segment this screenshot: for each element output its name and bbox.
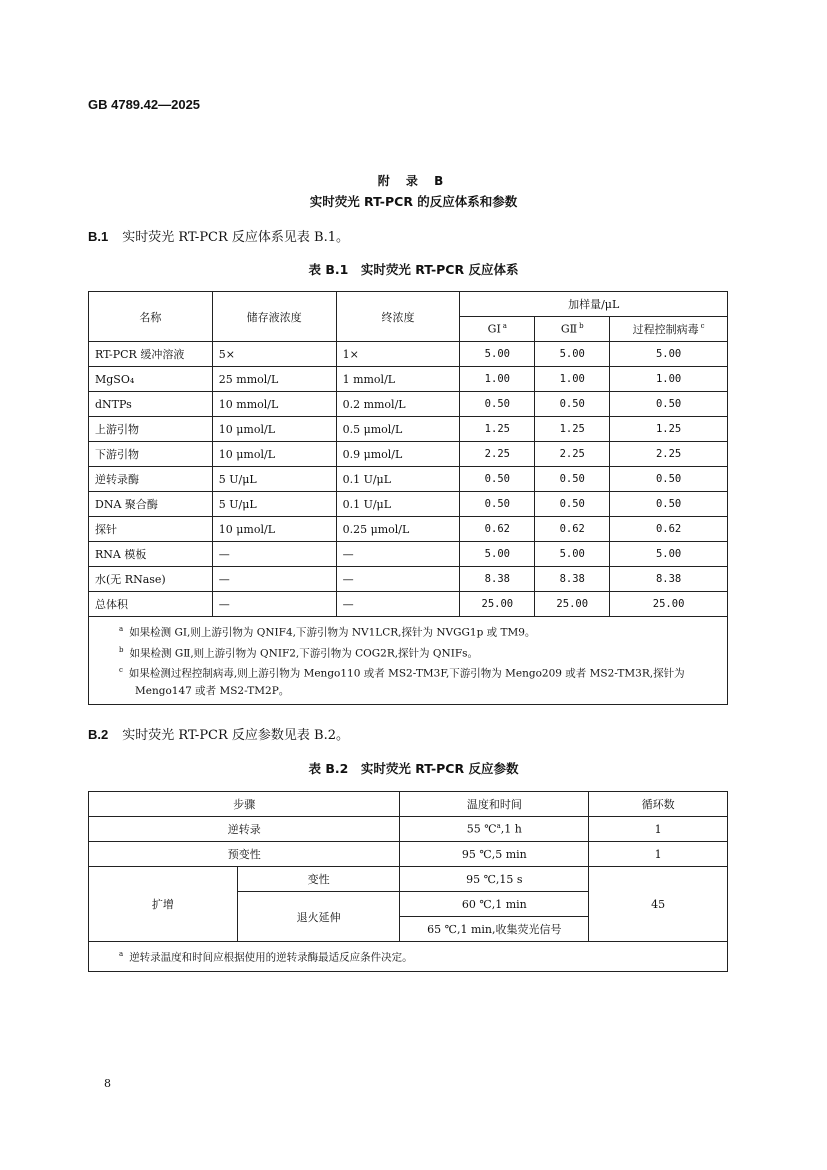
table-row (89, 367, 728, 392)
table-cell: 0.50 (535, 392, 610, 417)
section-b1 (88, 226, 349, 245)
header-g2-label: GⅡ (560, 322, 578, 336)
table-cell: 0.50 (610, 392, 728, 417)
header-pc-label: 过程控制病毒 (632, 323, 699, 336)
header-g1-sup: a (502, 322, 507, 331)
table-cell: 1.00 (535, 367, 610, 392)
table-cell: 0.5 μmol/L (336, 417, 460, 442)
table-cell: 探针 (89, 517, 213, 542)
footnote-c (119, 662, 717, 700)
table-cell: — (212, 542, 336, 567)
header-name: 名称 (89, 292, 213, 342)
table-cell: 2.25 (535, 442, 610, 467)
table-cell: 5.00 (460, 342, 535, 367)
table-cell: 0.2 mmol/L (336, 392, 460, 417)
step-amplification: 扩增 (89, 867, 238, 942)
table-cell: 8.38 (535, 567, 610, 592)
table-row (89, 567, 728, 592)
table-cell: 5.00 (535, 542, 610, 567)
header-process-control (610, 317, 728, 342)
step-rt: 逆转录 (89, 817, 400, 842)
table-cell: 0.50 (460, 467, 535, 492)
header-g2 (535, 317, 610, 342)
table-cell: 0.50 (460, 492, 535, 517)
substep-annealing: 退火延伸 (237, 892, 400, 942)
table-b2-footnote (89, 942, 728, 972)
substep-denaturation: 变性 (237, 867, 400, 892)
table-b1 (88, 291, 728, 705)
section-b1-number: B.1 (88, 229, 109, 244)
table-cell: 25.00 (535, 592, 610, 617)
header-final: 终浓度 (336, 292, 460, 342)
rt-temp-sup: a (496, 822, 501, 831)
denat-temp-time: 95 ℃,15 s (400, 867, 589, 892)
table-row (89, 392, 728, 417)
table-cell: 0.25 μmol/L (336, 517, 460, 542)
table-b2-caption: 表 B.2 实时荧光 RT-PCR 反应参数 (308, 761, 519, 776)
table-b1-caption: 表 B.1 实时荧光 RT-PCR 反应体系 (308, 262, 519, 277)
table-b2 (88, 791, 728, 972)
appendix-title: 附 录 B (377, 174, 450, 188)
table-cell: — (212, 567, 336, 592)
predenat-temp-time: 95 ℃,5 min (400, 842, 589, 867)
table-cell: 5.00 (535, 342, 610, 367)
table-cell: 0.50 (535, 492, 610, 517)
section-b1-text: 实时荧光 RT-PCR 反应体系见表 B.1。 (122, 230, 350, 245)
table-row (89, 492, 728, 517)
table-cell: 下游引物 (89, 442, 213, 467)
table-cell: MgSO₄ (89, 367, 213, 392)
footnote-c-mark: c (119, 666, 123, 674)
table-cell: 1.25 (535, 417, 610, 442)
anneal-temp-time-2: 65 ℃,1 min,收集荧光信号 (400, 917, 589, 942)
table-cell: 上游引物 (89, 417, 213, 442)
footnote-b2-a (119, 946, 717, 967)
table-cell: 5× (212, 342, 336, 367)
table-cell: 8.38 (610, 567, 728, 592)
header-g1-label: GⅠ (487, 322, 501, 336)
table-cell: 25 mmol/L (212, 367, 336, 392)
table-cell: 10 mmol/L (212, 392, 336, 417)
footnote-b2-a-text: 逆转录温度和时间应根据使用的逆转录酶最适反应条件决定。 (129, 951, 413, 964)
header-g2-sup: b (579, 322, 584, 331)
table-cell: 0.50 (610, 492, 728, 517)
table-cell: 逆转录酶 (89, 467, 213, 492)
header-cycles: 循环数 (589, 792, 728, 817)
header-volume: 加样量/μL (460, 292, 728, 317)
page-number: 8 (104, 1077, 111, 1090)
footnote-b2-a-mark: a (119, 950, 124, 958)
table-b1-footnotes (89, 617, 728, 705)
table-row (89, 542, 728, 567)
predenat-cycles: 1 (589, 842, 728, 867)
table-row (89, 592, 728, 617)
table-row (89, 342, 728, 367)
table-cell: 5.00 (460, 542, 535, 567)
header-pc-sup: c (700, 322, 705, 331)
amp-cycles: 45 (589, 867, 728, 942)
table-cell: 0.50 (610, 467, 728, 492)
table-cell: 5.00 (610, 542, 728, 567)
table-cell: 0.1 U/μL (336, 492, 460, 517)
table-cell: — (212, 592, 336, 617)
step-predenaturation: 预变性 (89, 842, 400, 867)
footnote-a (119, 621, 717, 642)
table-row (89, 417, 728, 442)
table-row (89, 517, 728, 542)
section-b2 (88, 724, 349, 743)
table-cell: 25.00 (610, 592, 728, 617)
table-cell: 0.9 μmol/L (336, 442, 460, 467)
footnote-c-text: 如果检测过程控制病毒,则上游引物为 Mengo110 或者 MS2-TM3F,下游引物为 Mengo209 或者 MS2-TM3R,探针为 Mengo147 或者 MS2-TM2P。 (128, 667, 685, 697)
table-cell: 1 mmol/L (336, 367, 460, 392)
table-cell: — (336, 567, 460, 592)
table-cell: 25.00 (460, 592, 535, 617)
table-cell: 0.62 (460, 517, 535, 542)
rt-temp-time (400, 817, 589, 842)
table-cell: 0.1 U/μL (336, 467, 460, 492)
table-cell: 5 U/μL (212, 492, 336, 517)
anneal-temp-time-1: 60 ℃,1 min (400, 892, 589, 917)
section-b2-text: 实时荧光 RT-PCR 反应参数见表 B.2。 (122, 728, 350, 743)
table-cell: 1.25 (460, 417, 535, 442)
footnote-a-mark: a (119, 625, 124, 633)
table-cell: RT-PCR 缓冲溶液 (89, 342, 213, 367)
table-cell: 0.62 (535, 517, 610, 542)
rt-cycles: 1 (589, 817, 728, 842)
table-cell: 1.00 (460, 367, 535, 392)
table-cell: 5.00 (610, 342, 728, 367)
header-step: 步骤 (89, 792, 400, 817)
table-cell: 1× (336, 342, 460, 367)
header-stock: 储存液浓度 (212, 292, 336, 342)
table-cell: 10 μmol/L (212, 417, 336, 442)
table-cell: dNTPs (89, 392, 213, 417)
table-cell: 总体积 (89, 592, 213, 617)
table-cell: DNA 聚合酶 (89, 492, 213, 517)
table-cell: — (336, 592, 460, 617)
table-cell: 0.50 (535, 467, 610, 492)
footnote-b (119, 642, 717, 663)
footnote-b-text: 如果检测 GⅡ,则上游引物为 QNIF2,下游引物为 COG2R,探针为 QNIFs。 (129, 647, 479, 659)
table-cell: 1.00 (610, 367, 728, 392)
footnote-a-text: 如果检测 GⅠ,则上游引物为 QNIF4,下游引物为 NV1LCR,探针为 NVGG1p 或 TM9。 (129, 626, 536, 639)
appendix-subtitle: 实时荧光 RT-PCR 的反应体系和参数 (309, 194, 518, 209)
footnote-b-mark: b (119, 645, 124, 654)
table-cell: 0.62 (610, 517, 728, 542)
header-g1 (460, 317, 535, 342)
table-cell: 10 μmol/L (212, 442, 336, 467)
table-cell: 1.25 (610, 417, 728, 442)
table-cell: 8.38 (460, 567, 535, 592)
header-temp-time: 温度和时间 (400, 792, 589, 817)
table-cell: 5 U/μL (212, 467, 336, 492)
table-cell: 2.25 (460, 442, 535, 467)
table-cell: 10 μmol/L (212, 517, 336, 542)
table-cell: — (336, 542, 460, 567)
table-row (89, 442, 728, 467)
table-cell: 2.25 (610, 442, 728, 467)
table-cell: RNA 模板 (89, 542, 213, 567)
standard-number: GB 4789.42—2025 (88, 97, 201, 112)
section-b2-number: B.2 (88, 727, 109, 742)
table-cell: 水(无 RNase) (89, 567, 213, 592)
table-row (89, 467, 728, 492)
table-cell: 0.50 (460, 392, 535, 417)
rt-temp: 55 ℃ (466, 822, 497, 836)
rt-time: ,1 h (500, 822, 522, 836)
